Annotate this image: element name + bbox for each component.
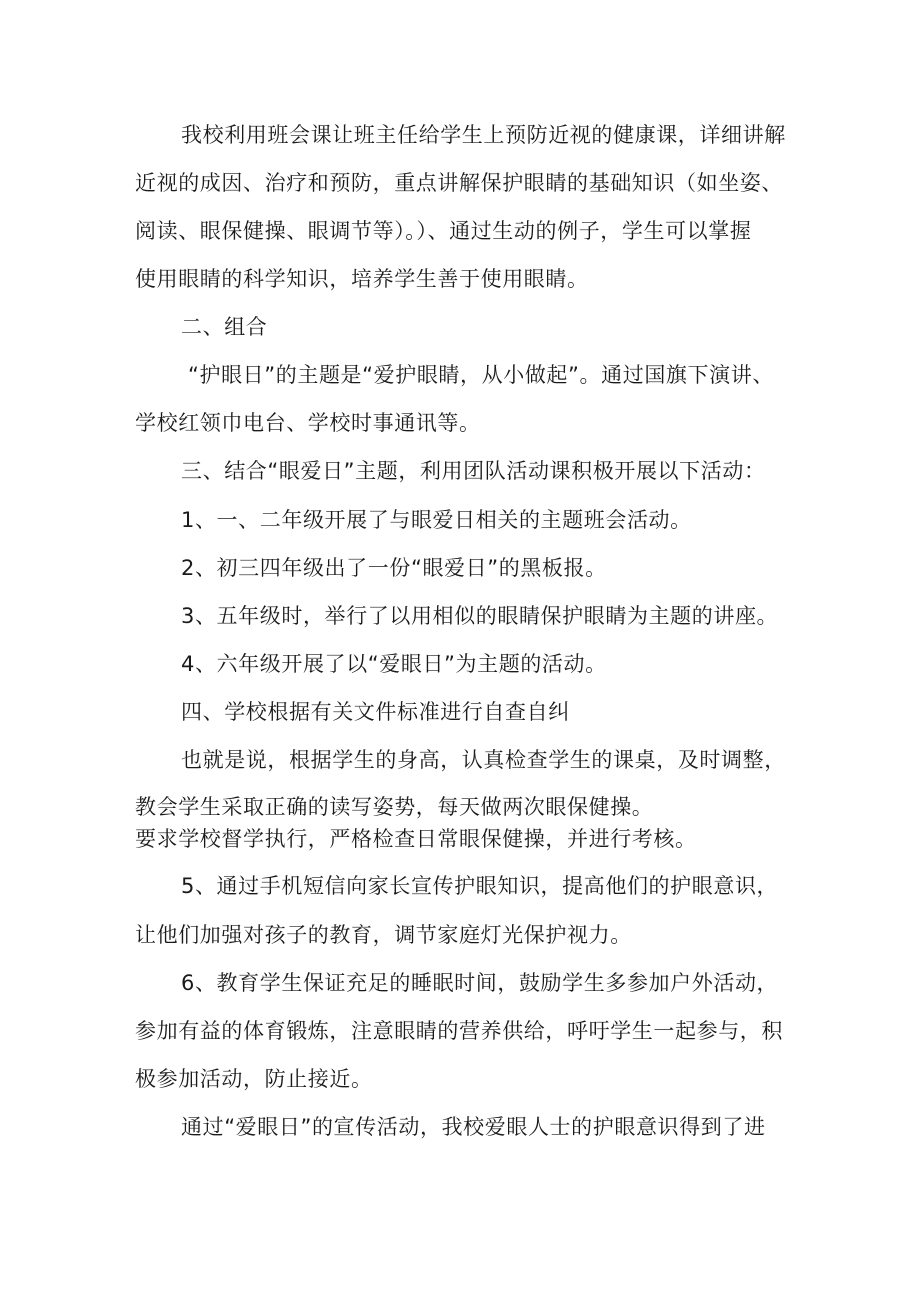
paragraph-line: 通过“爱眼日”的宣传活动，我校爱眼人士的护眼意识得到了进 xyxy=(181,1115,766,1139)
section-heading: 二、组合 xyxy=(181,315,268,339)
paragraph-line: 教会学生采取正确的读写姿势，每天做两次眼保健操。 xyxy=(135,795,654,819)
paragraph-line: “护眼日”的主题是“爱护眼睛，从小做起”。通过国旗下演讲、 xyxy=(188,363,774,387)
paragraph-line: 要求学校督学执行，严格检查日常眼保健操，并进行考核。 xyxy=(135,827,697,851)
paragraph-line: 使用眼睛的科学知识，培养学生善于使用眼睛。 xyxy=(135,267,589,291)
paragraph-line: 学校红领巾电台、学校时事通讯等。 xyxy=(135,411,481,435)
list-item: 4、六年级开展了以“爱眼日”为主题的活动。 xyxy=(181,652,607,676)
paragraph-line: 极参加活动，防止接近。 xyxy=(135,1067,373,1091)
list-item: 1、一、二年级开展了与眼爱日相关的主题班会活动。 xyxy=(181,508,692,532)
list-item: 5、通过手机短信向家长宣传护眼知识，提高他们的护眼意识， xyxy=(181,874,779,898)
section-heading: 四、学校根据有关文件标准进行自查自纠 xyxy=(181,700,570,724)
paragraph-line: 我校利用班会课让班主任给学生上预防近视的健康课，详细讲解 xyxy=(181,123,786,147)
paragraph-line: 阅读、眼保健操、眼调节等）。）、通过生动的例子，学生可以掌握 xyxy=(135,219,752,243)
paragraph-line: 近视的成因、治疗和预防，重点讲解保护眼睛的基础知识（如坐姿、 xyxy=(135,171,783,195)
list-item: 6、教育学生保证充足的睡眠时间，鼓励学生多参加户外活动， xyxy=(181,971,779,995)
list-item: 3、五年级时，举行了以用相似的眼睛保护眼睛为主题的讲座。 xyxy=(181,604,779,628)
paragraph-line: 参加有益的体育锻炼，注意眼睛的营养供给，呼吁学生一起参与，积 xyxy=(135,1019,783,1043)
paragraph-line: 也就是说，根据学生的身高，认真检查学生的课桌，及时调整， xyxy=(181,748,786,772)
section-heading: 三、结合“眼爱日”主题，利用团队活动课积极开展以下活动： xyxy=(181,459,766,483)
paragraph-line: 让他们加强对孩子的教育，调节家庭灯光保护视力。 xyxy=(135,923,632,947)
list-item: 2、初三四年级出了一份“眼爱日”的黑板报。 xyxy=(181,556,607,580)
